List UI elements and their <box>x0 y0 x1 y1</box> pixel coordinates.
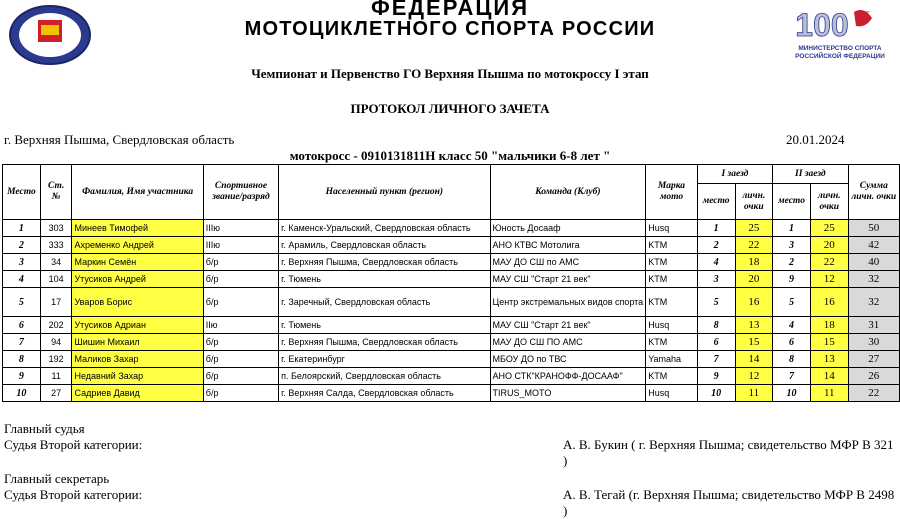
cell-team: TIRUS_MOTO <box>490 385 646 402</box>
cell-team: МАУ СШ "Старт 21 век" <box>490 271 646 288</box>
cell-team: АНО КТВС Мотолига <box>490 237 646 254</box>
table-row <box>3 271 900 288</box>
cell-place: 4 <box>3 271 41 288</box>
secretary-name: А. В. Тегай (г. Верхняя Пышма; свидетельство МФР В 2498 ) <box>563 487 895 518</box>
cell-place: 9 <box>3 368 41 385</box>
cell-r2p: 5 <box>773 288 811 317</box>
cell-bike: KTM <box>646 254 698 271</box>
cell-r1s: 25 <box>735 220 773 237</box>
cell-rank: б/р <box>203 368 278 385</box>
cell-r1p: 8 <box>697 317 735 334</box>
col-race1-place: место <box>697 184 735 220</box>
cell-r1s: 20 <box>735 271 773 288</box>
cell-name: Недавний Захар <box>72 368 203 385</box>
cell-city: г. Арамиль, Свердловская область <box>279 237 490 254</box>
cell-r1s: 12 <box>735 368 773 385</box>
results-table <box>2 164 900 402</box>
cell-team: АНО СТК"КРАНОФФ-ДОСААФ" <box>490 368 646 385</box>
cell-r2s: 18 <box>810 317 848 334</box>
cell-r2s: 12 <box>810 271 848 288</box>
cell-team: МАУ СШ "Старт 21 век" <box>490 317 646 334</box>
col-race2: II заезд <box>773 165 848 184</box>
cell-name: Маликов Захар <box>72 351 203 368</box>
secretary-category: Судья Второй категории: <box>4 487 143 502</box>
cell-r2s: 22 <box>810 254 848 271</box>
cell-city: г. Верхняя Салда, Свердловская область <box>279 385 490 402</box>
table-row <box>3 220 900 237</box>
cell-bike: Yamaha <box>646 351 698 368</box>
cell-total: 30 <box>848 334 899 351</box>
cell-r1s: 18 <box>735 254 773 271</box>
cell-r1s: 13 <box>735 317 773 334</box>
cell-r1p: 10 <box>697 385 735 402</box>
cell-start: 104 <box>40 271 72 288</box>
cell-city: г. Заречный, Свердловская область <box>279 288 490 317</box>
cell-r1p: 3 <box>697 271 735 288</box>
cell-rank: б/р <box>203 288 278 317</box>
cell-bike: KTM <box>646 288 698 317</box>
cell-total: 22 <box>848 385 899 402</box>
secretary-title: Главный секретарь <box>4 471 110 486</box>
cell-r2s: 13 <box>810 351 848 368</box>
cell-bike: KTM <box>646 334 698 351</box>
cell-bike: Husq <box>646 220 698 237</box>
cell-city: п. Белоярский, Свердловская область <box>279 368 490 385</box>
cell-city: г. Екатеринбург <box>279 351 490 368</box>
table-row <box>3 317 900 334</box>
col-start-no: Ст. № <box>40 165 72 220</box>
cell-bike: KTM <box>646 368 698 385</box>
cell-r1s: 16 <box>735 288 773 317</box>
cell-rank: IIIю <box>203 220 278 237</box>
cell-start: 27 <box>40 385 72 402</box>
col-rank: Спортивное звание/разряд <box>203 165 278 220</box>
svg-text:100: 100 <box>795 7 849 43</box>
cell-r2p: 6 <box>773 334 811 351</box>
cell-start: 202 <box>40 317 72 334</box>
cell-rank: б/р <box>203 254 278 271</box>
cell-total: 31 <box>848 317 899 334</box>
cell-place: 10 <box>3 385 41 402</box>
event-title: Чемпионат и Первенство ГО Верхняя Пышма по мотокроссу I этап <box>251 66 649 81</box>
cell-place: 7 <box>3 334 41 351</box>
col-place: Место <box>3 165 41 220</box>
cell-team: Центр экстремальных видов спорта <box>490 288 646 317</box>
cell-name: Шишин Михаил <box>72 334 203 351</box>
cell-r1s: 11 <box>735 385 773 402</box>
cell-r2p: 10 <box>773 385 811 402</box>
cell-name: Минеев Тимофей <box>72 220 203 237</box>
cell-start: 17 <box>40 288 72 317</box>
svg-text:РОССИЙСКОЙ ФЕДЕРАЦИИ: РОССИЙСКОЙ ФЕДЕРАЦИИ <box>795 53 885 60</box>
cell-city: г. Верхняя Пышма, Свердловская область <box>279 334 490 351</box>
cell-place: 3 <box>3 254 41 271</box>
col-bike: Марка мото <box>646 165 698 220</box>
cell-place: 5 <box>3 288 41 317</box>
cell-r1p: 6 <box>697 334 735 351</box>
cell-r2p: 9 <box>773 271 811 288</box>
table-row <box>3 334 900 351</box>
class-line: мотокросс - 0910131811Н класс 50 "мальчики 6-8 лет " <box>289 148 611 163</box>
cell-place: 6 <box>3 317 41 334</box>
cell-r2s: 20 <box>810 237 848 254</box>
table-row <box>3 288 900 317</box>
cell-team: МАУ ДО СШ ПО АМС <box>490 334 646 351</box>
col-city: Населенный пункт (регион) <box>279 165 490 220</box>
cell-name: Утусиков Андрей <box>72 271 203 288</box>
cell-r2s: 11 <box>810 385 848 402</box>
cell-bike: Husq <box>646 385 698 402</box>
chief-judge-title: Главный судья <box>4 421 85 436</box>
cell-name: Утусиков Адриан <box>72 317 203 334</box>
cell-bike: KTM <box>646 271 698 288</box>
col-race2-place: место <box>773 184 811 220</box>
table-row <box>3 237 900 254</box>
cell-r1p: 5 <box>697 288 735 317</box>
svg-text:МИНИСТЕРСТВО СПОРТА: МИНИСТЕРСТВО СПОРТА <box>798 45 882 52</box>
col-team: Команда (Клуб) <box>490 165 646 220</box>
cell-r2p: 3 <box>773 237 811 254</box>
cell-total: 26 <box>848 368 899 385</box>
cell-rank: б/р <box>203 351 278 368</box>
cell-total: 42 <box>848 237 899 254</box>
cell-r2p: 2 <box>773 254 811 271</box>
cell-city: г. Тюмень <box>279 271 490 288</box>
cell-r1p: 2 <box>697 237 735 254</box>
table-row <box>3 368 900 385</box>
cell-name: Ахременко Андрей <box>72 237 203 254</box>
col-total: Сумма личн. очки <box>848 165 899 220</box>
cell-start: 303 <box>40 220 72 237</box>
cell-r1s: 15 <box>735 334 773 351</box>
cell-start: 192 <box>40 351 72 368</box>
cell-city: г. Тюмень <box>279 317 490 334</box>
cell-r2s: 25 <box>810 220 848 237</box>
cell-r2s: 15 <box>810 334 848 351</box>
table-row <box>3 385 900 402</box>
cell-name: Уваров Борис <box>72 288 203 317</box>
cell-r1s: 22 <box>735 237 773 254</box>
cell-place: 1 <box>3 220 41 237</box>
cell-rank: IIю <box>203 317 278 334</box>
cell-total: 32 <box>848 288 899 317</box>
cell-rank: б/р <box>203 334 278 351</box>
cell-name: Садриев Давид <box>72 385 203 402</box>
cell-start: 34 <box>40 254 72 271</box>
cell-city: г. Верхняя Пышма, Свердловская область <box>279 254 490 271</box>
svg-text:MFR: MFR <box>41 49 59 58</box>
cell-total: 40 <box>848 254 899 271</box>
cell-r1p: 4 <box>697 254 735 271</box>
cell-r1p: 7 <box>697 351 735 368</box>
cell-city: г. Каменск-Уральский, Свердловская область <box>279 220 490 237</box>
table-row <box>3 254 900 271</box>
cell-r2p: 8 <box>773 351 811 368</box>
cell-name: Маркин Семён <box>72 254 203 271</box>
federation-title-line2: МОТОЦИКЛЕТНОГО СПОРТА РОССИИ <box>244 18 656 40</box>
cell-team: Юность Досааф <box>490 220 646 237</box>
cell-total: 32 <box>848 271 899 288</box>
cell-r2s: 16 <box>810 288 848 317</box>
event-date: 20.01.2024 <box>786 132 845 147</box>
chief-judge-name: А. В. Букин ( г. Верхняя Пышма; свидетельство МФР В 321 ) <box>563 437 894 468</box>
cell-start: 94 <box>40 334 72 351</box>
cell-r2p: 4 <box>773 317 811 334</box>
col-name: Фамилия, Имя участника <box>72 165 203 220</box>
protocol-title: ПРОТОКОЛ ЛИЧНОГО ЗАЧЕТА <box>350 101 550 116</box>
cell-start: 11 <box>40 368 72 385</box>
col-race1: I заезд <box>697 165 772 184</box>
federation-title-line1: ФЕДЕРАЦИЯ <box>370 0 530 20</box>
cell-place: 2 <box>3 237 41 254</box>
cell-bike: Husq <box>646 317 698 334</box>
cell-r1s: 14 <box>735 351 773 368</box>
event-location: г. Верхняя Пышма, Свердловская область <box>4 132 235 147</box>
cell-place: 8 <box>3 351 41 368</box>
col-race1-points: личн. очки <box>735 184 773 220</box>
cell-r1p: 1 <box>697 220 735 237</box>
cell-r2s: 14 <box>810 368 848 385</box>
cell-r1p: 9 <box>697 368 735 385</box>
table-row <box>3 351 900 368</box>
cell-rank: IIIю <box>203 237 278 254</box>
cell-total: 50 <box>848 220 899 237</box>
cell-r2p: 7 <box>773 368 811 385</box>
cell-team: МБОУ ДО по ТВС <box>490 351 646 368</box>
cell-r2p: 1 <box>773 220 811 237</box>
cell-rank: б/р <box>203 271 278 288</box>
cell-start: 333 <box>40 237 72 254</box>
chief-judge-category: Судья Второй категории: <box>4 437 143 452</box>
cell-total: 27 <box>848 351 899 368</box>
cell-bike: KTM <box>646 237 698 254</box>
col-race2-points: личн. очки <box>810 184 848 220</box>
cell-team: МАУ ДО СШ по АМС <box>490 254 646 271</box>
cell-rank: б/р <box>203 385 278 402</box>
